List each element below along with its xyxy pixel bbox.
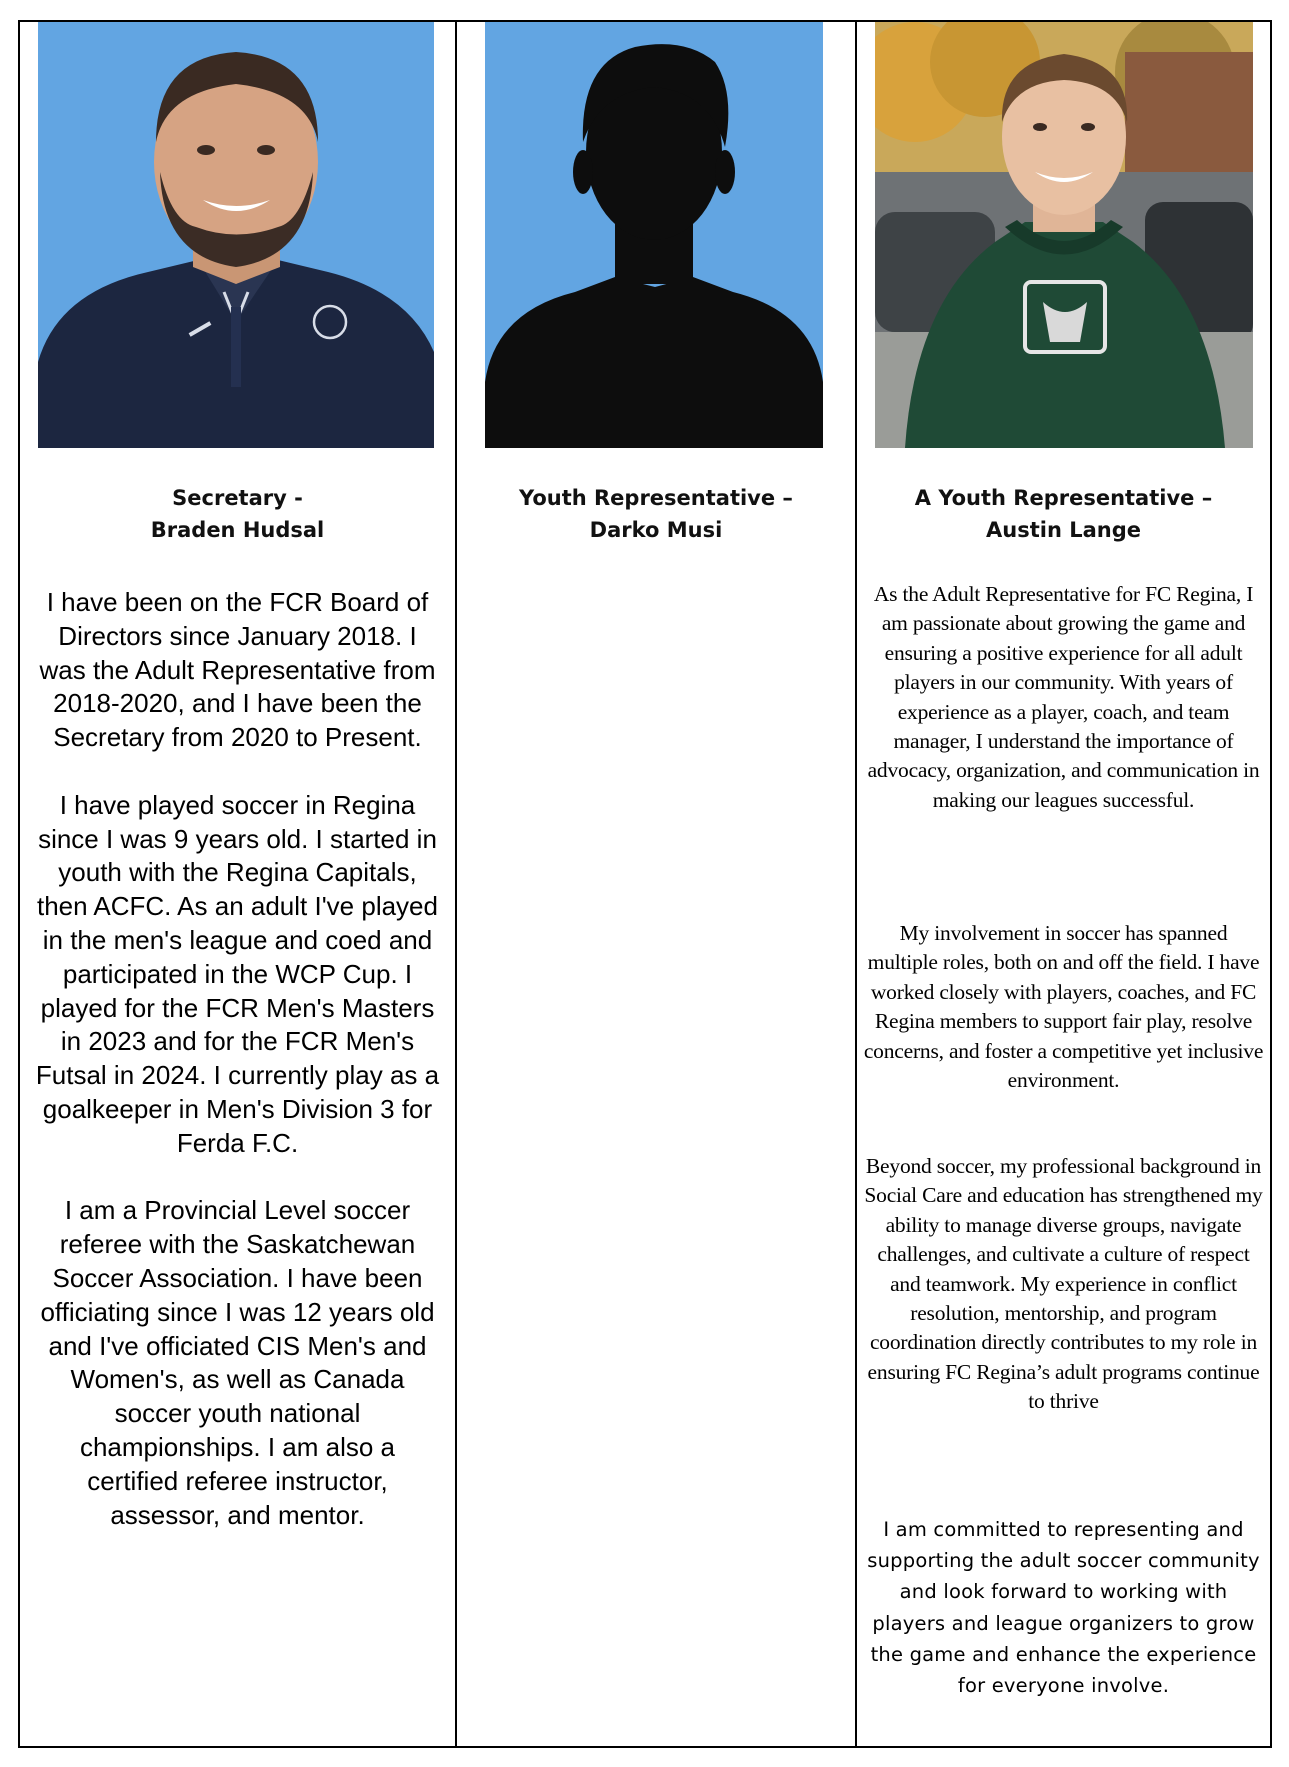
silhouette-placeholder-icon [485,22,823,448]
board-members-table [18,20,1272,1748]
member-role: Youth Representative – [519,486,793,510]
member-name: Darko Musi [589,518,723,542]
member-role: Secretary - [172,486,303,510]
member-title [857,482,1270,546]
bio-paragraph: I am a Provincial Level soccer referee with the Saskatchewan Soccer Association. I have been officiating since I was 12 years old and I've officiated CIS Men's and Women's, as well as Canada soccer youth national championships. I am also a certified referee instructor, assessor, and mentor. [40,1195,435,1530]
member-role: A Youth Representative – [914,486,1213,510]
member-cell-braden-hudsal [20,22,457,1746]
member-photo-austin-lange [875,22,1253,448]
bio-paragraph: My involvement in soccer has spanned multiple roles, both on and off the field. I have worked closely with players, coaches, and FC Regina members to support fair play, resolve concerns, and foster a competitive yet inclusive environment. [863,921,1264,1093]
member-bio [20,586,455,1532]
bio-paragraph: I have played soccer in Regina since I was 9 years old. I started in youth with the Regina Capitals, then ACFC. As an adult I've played in the men's league and coed and participated in the WCP Cup. I played for the FCR Men's Masters in 2023 and for the FCR Men's Futsal in 2024. I currently play as a goalkeeper in Men's Division 3 for Ferda F.C. [35,789,440,1158]
member-title [20,482,455,546]
member-cell-austin-lange [857,22,1270,1746]
member-name: Braden Hudsal [150,518,325,542]
bio-paragraph: I am committed to representing and supporting the adult soccer community and look forward to working with players and league organizers to grow the game and enhance the experience for everyone involve. [867,1518,1260,1698]
member-title [457,482,855,546]
bio-paragraph: As the Adult Representative for FC Regina, I am passionate about growing the game and ensuring a positive experience for all adult players in our community. With years of experience as a player, coach, and team manager, I understand the importance of advocacy, organization, and communication in making our leagues successful. [867,582,1260,812]
bio-paragraph: I have been on the FCR Board of Directors since January 2018. I was the Adult Representative from 2018-2020, and I have been the Secretary from 2020 to Present. [39,587,436,753]
member-photo-braden-hudsal [38,22,434,448]
member-cell-darko-musi [457,22,857,1746]
bio-paragraph: Beyond soccer, my professional background in Social Care and education has strengthened my ability to manage diverse groups, navigate challenges, and cultivate a culture of respect and teamwork. My experience in conflict resolution, mentorship, and program coordination directly contributes to my role in ensuring FC Regina’s adult programs continue to thrive [864,1154,1263,1414]
member-name: Austin Lange [986,518,1141,542]
